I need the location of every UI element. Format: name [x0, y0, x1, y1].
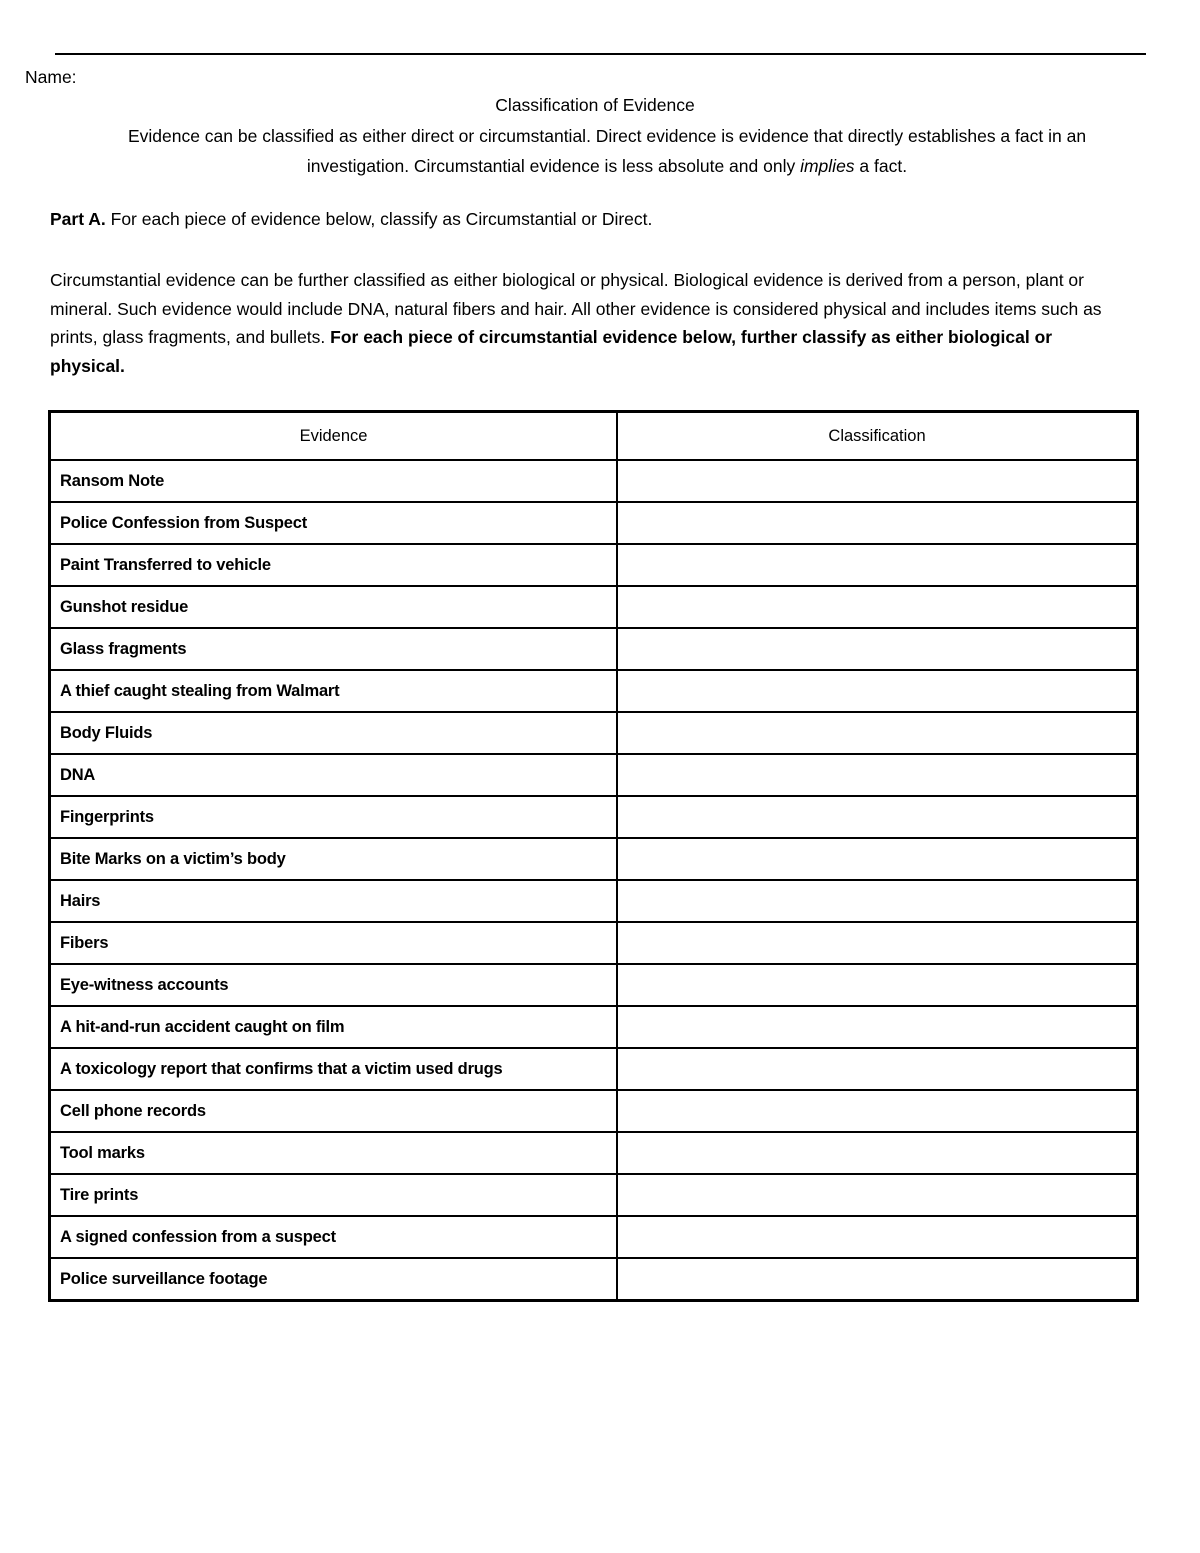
classification-cell[interactable]	[617, 1006, 1137, 1048]
intro-paragraph	[100, 121, 1114, 181]
evidence-cell: Cell phone records	[50, 1090, 618, 1132]
classification-cell[interactable]	[617, 796, 1137, 838]
table-row	[50, 1174, 1138, 1216]
circumstantial-instruction: For each piece of circumstantial evidence below, further classify as either biological or physical.	[50, 327, 1053, 376]
table-row	[50, 628, 1138, 670]
evidence-cell: Glass fragments	[50, 628, 618, 670]
classification-cell[interactable]	[617, 922, 1137, 964]
table-header-row	[50, 412, 1138, 461]
intro-text-end: a fact.	[854, 156, 908, 176]
table-row	[50, 838, 1138, 880]
classification-cell[interactable]	[617, 1174, 1137, 1216]
evidence-cell: Paint Transferred to vehicle	[50, 544, 618, 586]
part-a-instructions	[50, 208, 652, 230]
classification-cell[interactable]	[617, 502, 1137, 544]
table-row	[50, 796, 1138, 838]
table-row	[50, 586, 1138, 628]
evidence-cell: A thief caught stealing from Walmart	[50, 670, 618, 712]
evidence-cell: Ransom Note	[50, 460, 618, 502]
classification-cell[interactable]	[617, 880, 1137, 922]
table-row	[50, 754, 1138, 796]
evidence-cell: Fibers	[50, 922, 618, 964]
classification-cell[interactable]	[617, 1258, 1137, 1301]
evidence-cell: Police surveillance footage	[50, 1258, 618, 1301]
top-rule	[55, 53, 1146, 55]
circumstantial-paragraph	[50, 266, 1130, 380]
evidence-cell: Tool marks	[50, 1132, 618, 1174]
classification-cell[interactable]	[617, 964, 1137, 1006]
classification-cell[interactable]	[617, 670, 1137, 712]
part-a-text: For each piece of evidence below, classify as Circumstantial or Direct.	[105, 209, 653, 229]
evidence-cell: A signed confession from a suspect	[50, 1216, 618, 1258]
table-row	[50, 922, 1138, 964]
name-label: Name:	[25, 67, 77, 87]
evidence-table-body	[50, 460, 1138, 1301]
classification-cell[interactable]	[617, 1090, 1137, 1132]
table-row	[50, 1090, 1138, 1132]
table-row	[50, 880, 1138, 922]
evidence-column-header: Evidence	[50, 412, 618, 461]
table-row	[50, 1048, 1138, 1090]
evidence-cell: Police Confession from Suspect	[50, 502, 618, 544]
page-title: Classification of Evidence	[495, 95, 695, 115]
intro-text: Evidence can be classified as either direct or circumstantial. Direct evidence is evidence that directly establishes a fact in an investigation. Circumstantial evidence is less absolute and only	[127, 126, 1087, 176]
part-a-label: Part A.	[50, 209, 106, 229]
classification-column-header: Classification	[617, 412, 1137, 461]
table-row	[50, 1006, 1138, 1048]
classification-cell[interactable]	[617, 586, 1137, 628]
classification-cell[interactable]	[617, 838, 1137, 880]
evidence-cell: DNA	[50, 754, 618, 796]
table-row	[50, 964, 1138, 1006]
classification-cell[interactable]	[617, 628, 1137, 670]
classification-cell[interactable]	[617, 1216, 1137, 1258]
intro-italic: implies	[800, 156, 855, 176]
circumstantial-text: Circumstantial evidence can be further classified as either biological or physical. Biological evidence is derived from a person, plant or mineral. Such evidence would include DNA, natural fibers and hair. All other evidence is considered physical and includes items such as prints, glass fragments, and bullets.	[50, 270, 1102, 347]
table-row	[50, 1132, 1138, 1174]
table-row	[50, 544, 1138, 586]
evidence-cell: Tire prints	[50, 1174, 618, 1216]
evidence-table	[48, 410, 1139, 1302]
evidence-cell: A hit-and-run accident caught on film	[50, 1006, 618, 1048]
table-row	[50, 502, 1138, 544]
table-row	[50, 670, 1138, 712]
evidence-cell: A toxicology report that confirms that a victim used drugs	[50, 1048, 618, 1090]
evidence-cell: Body Fluids	[50, 712, 618, 754]
evidence-cell: Hairs	[50, 880, 618, 922]
classification-cell[interactable]	[617, 754, 1137, 796]
classification-cell[interactable]	[617, 544, 1137, 586]
classification-cell[interactable]	[617, 460, 1137, 502]
table-row	[50, 1216, 1138, 1258]
evidence-cell: Bite Marks on a victim’s body	[50, 838, 618, 880]
table-row	[50, 460, 1138, 502]
evidence-cell: Gunshot residue	[50, 586, 618, 628]
classification-cell[interactable]	[617, 1048, 1137, 1090]
table-row	[50, 712, 1138, 754]
classification-cell[interactable]	[617, 1132, 1137, 1174]
evidence-cell: Fingerprints	[50, 796, 618, 838]
evidence-cell: Eye-witness accounts	[50, 964, 618, 1006]
classification-cell[interactable]	[617, 712, 1137, 754]
table-row	[50, 1258, 1138, 1301]
